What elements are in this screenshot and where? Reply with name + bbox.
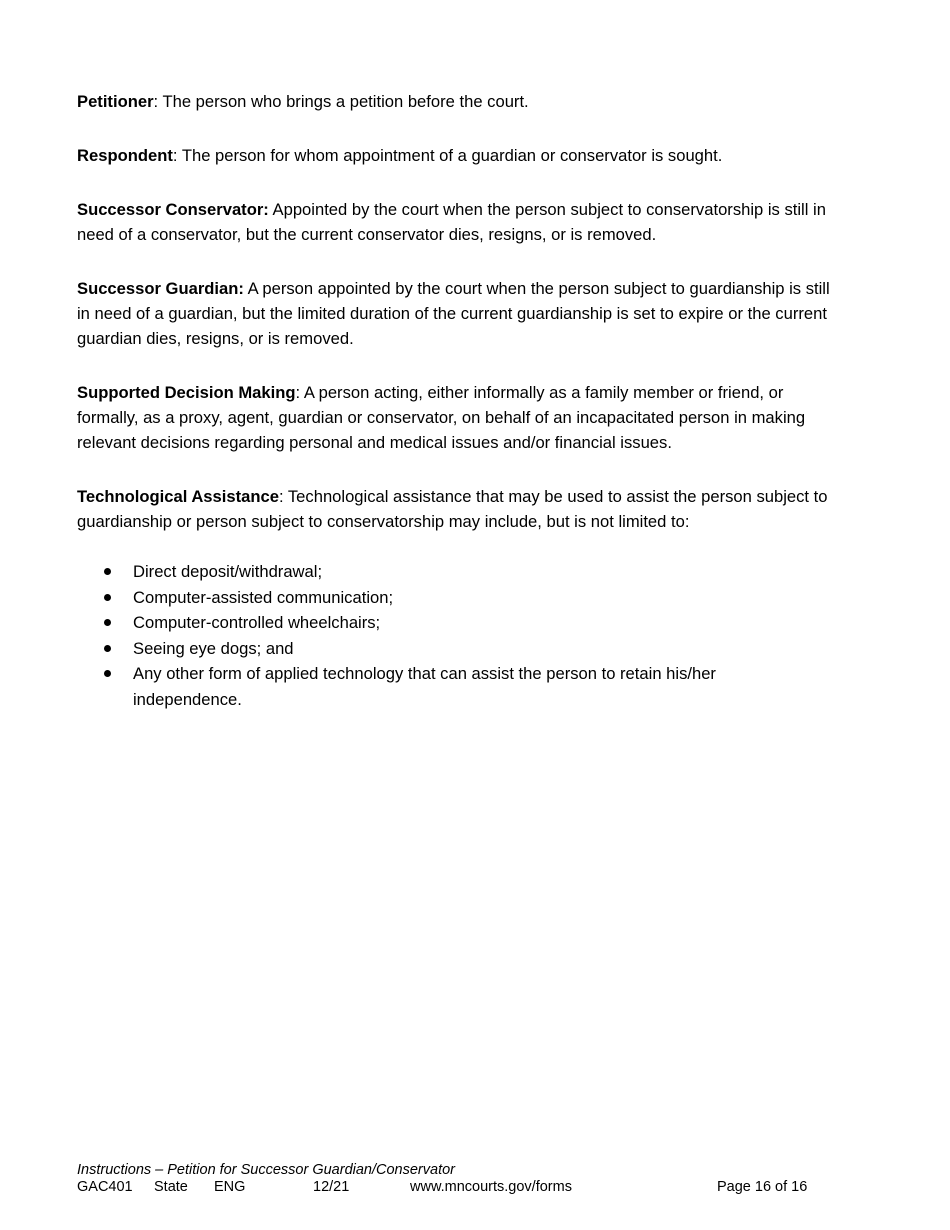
page-footer — [77, 1162, 857, 1197]
list-item — [77, 559, 793, 585]
list-item-text: Computer-controlled wheelchairs; — [133, 613, 381, 632]
footer-revision: 12/21 — [313, 1179, 350, 1195]
definition-text: Appointed by the court when the person subject to conservatorship is still in need of a conservator, but the current conservator dies, resigns, or is removed. — [77, 200, 826, 244]
definition-term: Petitioner — [77, 92, 154, 111]
definition-separator: : — [153, 92, 159, 111]
definition-separator: : — [172, 146, 178, 165]
definition-petitioner — [77, 89, 847, 114]
list-item — [77, 610, 793, 636]
footer-url-link[interactable]: www.mncourts.gov/forms — [410, 1179, 572, 1195]
footer-row — [77, 1179, 857, 1197]
bullet-icon — [104, 670, 111, 677]
technology-list — [77, 559, 847, 712]
definition-text: A person appointed by the court when the person subject to guardianship is still in need of a guardian, but the limited duration of the current guardianship is set to expire or the current guardian dies, resigns, or is removed. — [77, 279, 830, 348]
footer-page-number: Page 16 of 16 — [717, 1179, 808, 1195]
definition-text: A person acting, either informally as a family member or friend, or formally, as a proxy, agent, guardian or conservator, on behalf of an incapacitated person in making relevant decisions regarding personal and medical issues and/or financial issues. — [77, 383, 806, 452]
definition-text: The person who brings a petition before the court. — [158, 92, 529, 111]
definition-successor-guardian — [77, 276, 847, 351]
definition-term: Respondent — [77, 146, 173, 165]
document-body — [77, 89, 847, 716]
list-item — [77, 636, 793, 662]
list-item-text: Computer-assisted communication; — [133, 587, 394, 607]
definition-term: Successor Guardian: — [77, 279, 244, 298]
footer-jurisdiction: State — [154, 1179, 188, 1195]
definition-respondent — [77, 143, 847, 168]
bullet-icon — [104, 594, 111, 601]
definition-text: The person for whom appointment of a guardian or conservator is sought. — [177, 146, 723, 165]
footer-title: Instructions – Petition for Successor Guardian/Conservator — [77, 1162, 455, 1178]
list-item-text: Any other form of applied technology that can assist the person to retain his/her independence. — [133, 664, 716, 709]
definition-term: Technological Assistance — [77, 487, 279, 506]
definition-term: Successor Conservator: — [77, 200, 269, 219]
definition-successor-conservator — [77, 197, 847, 247]
bullet-icon — [104, 619, 111, 626]
footer-form-code: GAC401 — [77, 1179, 133, 1195]
list-item — [77, 661, 793, 712]
list-item-text: Direct deposit/withdrawal; — [133, 562, 323, 581]
bullet-icon — [104, 645, 111, 652]
list-item-text: Seeing eye dogs; and — [133, 638, 294, 658]
definition-technological-assistance — [77, 484, 847, 534]
list-item — [77, 585, 793, 611]
footer-language: ENG — [214, 1179, 246, 1195]
definition-supported-decision-making — [77, 380, 847, 455]
definition-term: Supported Decision Making — [77, 383, 296, 402]
bullet-icon — [104, 568, 111, 575]
definition-separator: : — [278, 487, 284, 506]
definition-text: Technological assistance that may be used to assist the person subject to guardianship or person subject to conservatorship may include, but is not limited to: — [77, 487, 828, 531]
definition-separator: : — [295, 383, 301, 402]
